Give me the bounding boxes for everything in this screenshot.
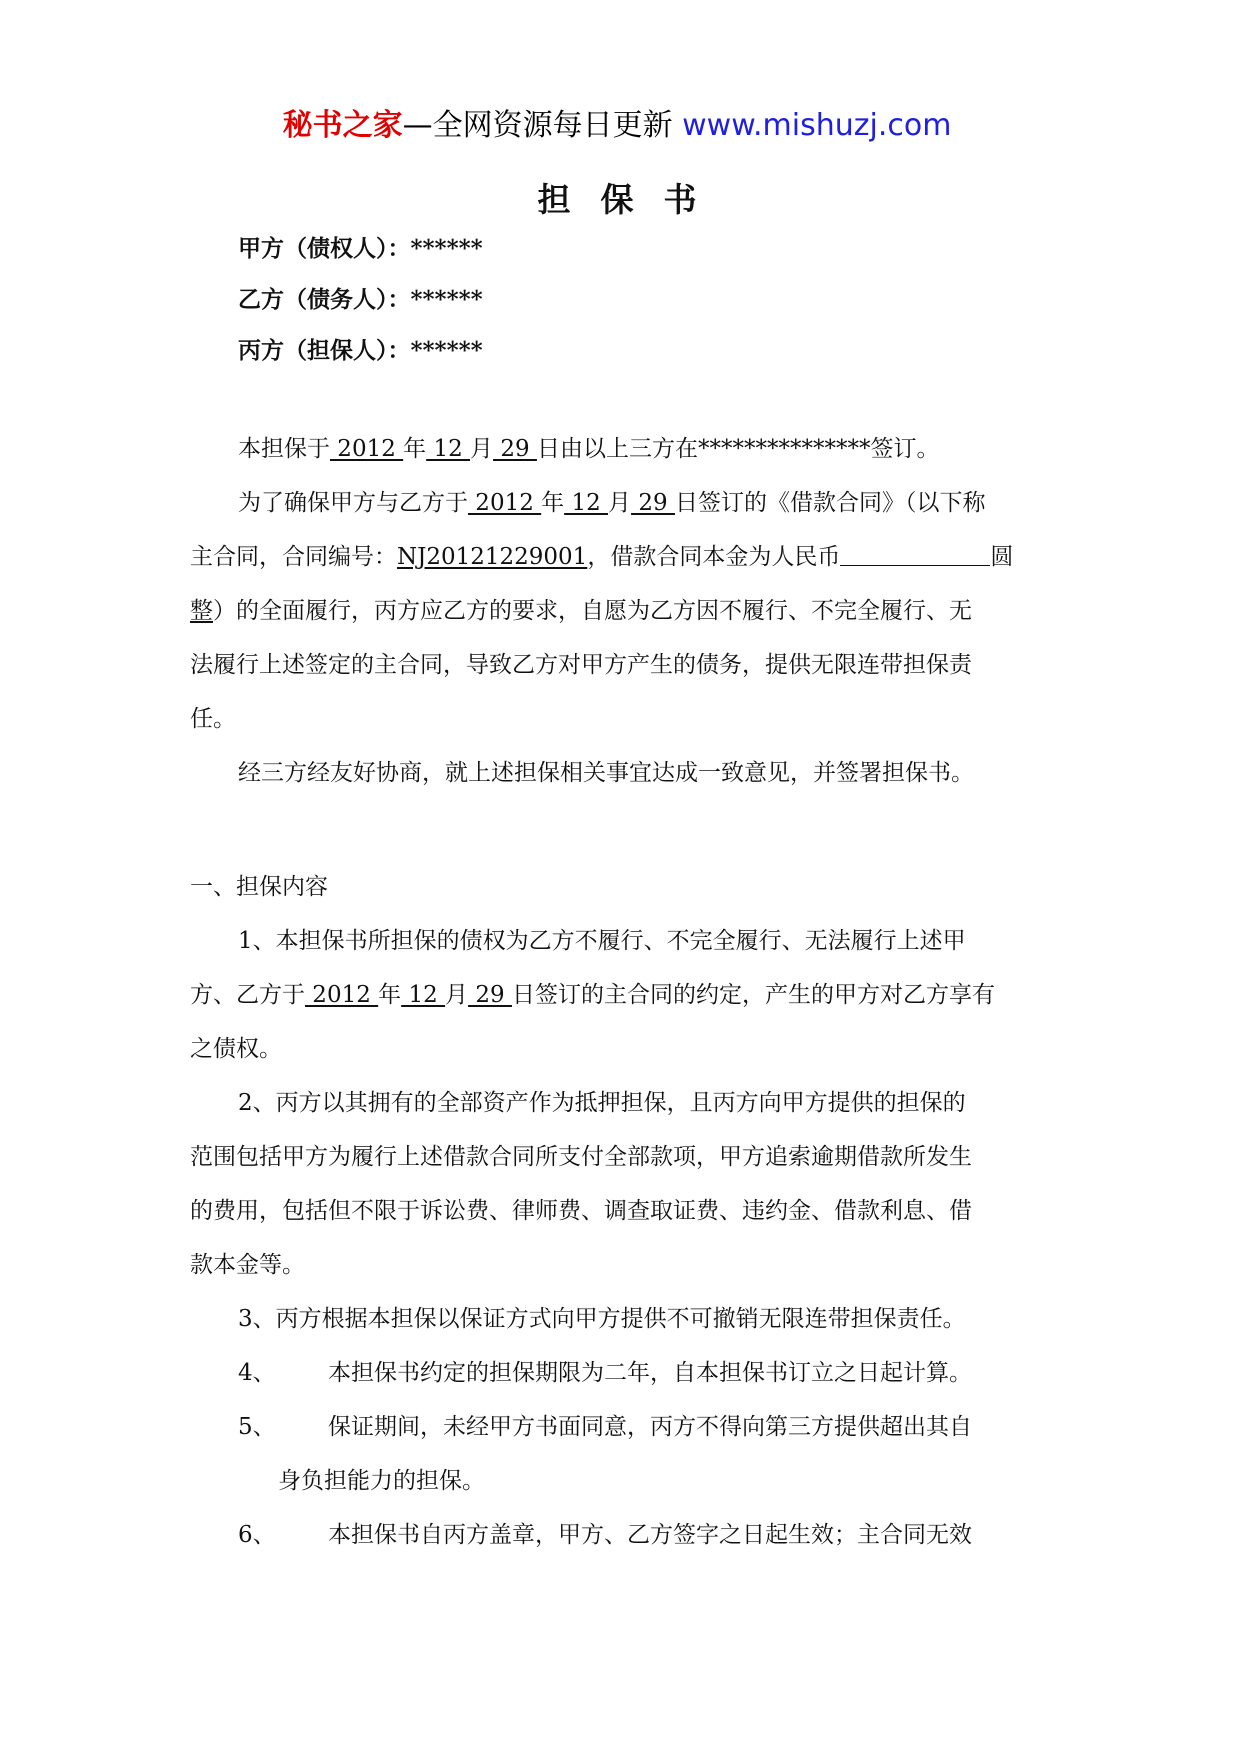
- intro-line-4: 整）的全面履行，丙方应乙方的要求，自愿为乙方因不履行、不完全履行、无: [190, 598, 972, 624]
- site-link[interactable]: www.mishuzj.com: [682, 108, 952, 143]
- clause-1-line-1: 1、本担保书所担保的债权为乙方不履行、不完全履行、无法履行上述甲: [238, 928, 966, 954]
- section-heading: 一、担保内容: [190, 874, 328, 900]
- date-month: 12: [426, 436, 471, 462]
- party-creditor: 甲方（债权人）：******: [238, 235, 483, 262]
- clause-2-line-2: 范围包括甲方为履行上述借款合同所支付全部款项，甲方追索逾期借款所发生: [190, 1144, 972, 1170]
- intro-line-5: 法履行上述签定的主合同，导致乙方对甲方产生的债务，提供无限连带担保责: [190, 652, 972, 678]
- clause-5-line-2: 身负担能力的担保。: [278, 1468, 485, 1494]
- intro-line-7: 经三方经友好协商，就上述担保相关事宜达成一致意见，并签署担保书。: [238, 760, 974, 786]
- clause-2-line-1: 2、丙方以其拥有的全部资产作为抵押担保，且丙方向甲方提供的担保的: [238, 1090, 966, 1116]
- brand-name: 秘书之家: [282, 108, 403, 143]
- clause-3: 3、丙方根据本担保以保证方式向甲方提供不可撤销无限连带担保责任。: [238, 1306, 966, 1332]
- intro-line-3: 主合同，合同编号：NJ20121229001，借款合同本金为人民币 圆: [190, 544, 1014, 570]
- party-debtor: 乙方（债务人）：******: [238, 286, 483, 313]
- clause-2-line-3: 的费用，包括但不限于诉讼费、律师费、调查取证费、违约金、借款利息、借: [190, 1198, 972, 1224]
- clause-4: 4、 本担保书约定的担保期限为二年，自本担保书订立之日起计算。: [238, 1360, 972, 1386]
- clause-5-line-1: 5、 保证期间，未经甲方书面同意，丙方不得向第三方提供超出其自: [238, 1414, 972, 1440]
- clause-1-line-2: 方、乙方于 2012 年 12 月 29 日签订的主合同的约定，产生的甲方对乙方享有: [190, 982, 995, 1008]
- intro-line-1: 本担保于 2012 年 12 月 29 日由以上三方在***************签订。: [238, 436, 940, 462]
- clause-1-line-3: 之债权。: [190, 1036, 282, 1062]
- date-year: 2012: [330, 436, 404, 462]
- page-header: [0, 100, 1234, 144]
- document-title: 担保书: [537, 180, 727, 219]
- contract-number: NJ20121229001: [397, 544, 588, 570]
- intro-line-6: 任。: [190, 706, 236, 732]
- clause-2-line-4: 款本金等。: [190, 1252, 305, 1278]
- party-guarantor: 丙方（担保人）：******: [238, 337, 483, 364]
- header-slogan: —全网资源每日更新: [402, 108, 683, 143]
- intro-line-2: 为了确保甲方与乙方于 2012 年 12 月 29 日签订的《借款合同》（以下称: [238, 490, 986, 516]
- amount-blank: [840, 545, 990, 566]
- clause-6: 6、 本担保书自丙方盖章，甲方、乙方签字之日起生效；主合同无效: [238, 1522, 972, 1548]
- date-day: 29: [493, 436, 537, 462]
